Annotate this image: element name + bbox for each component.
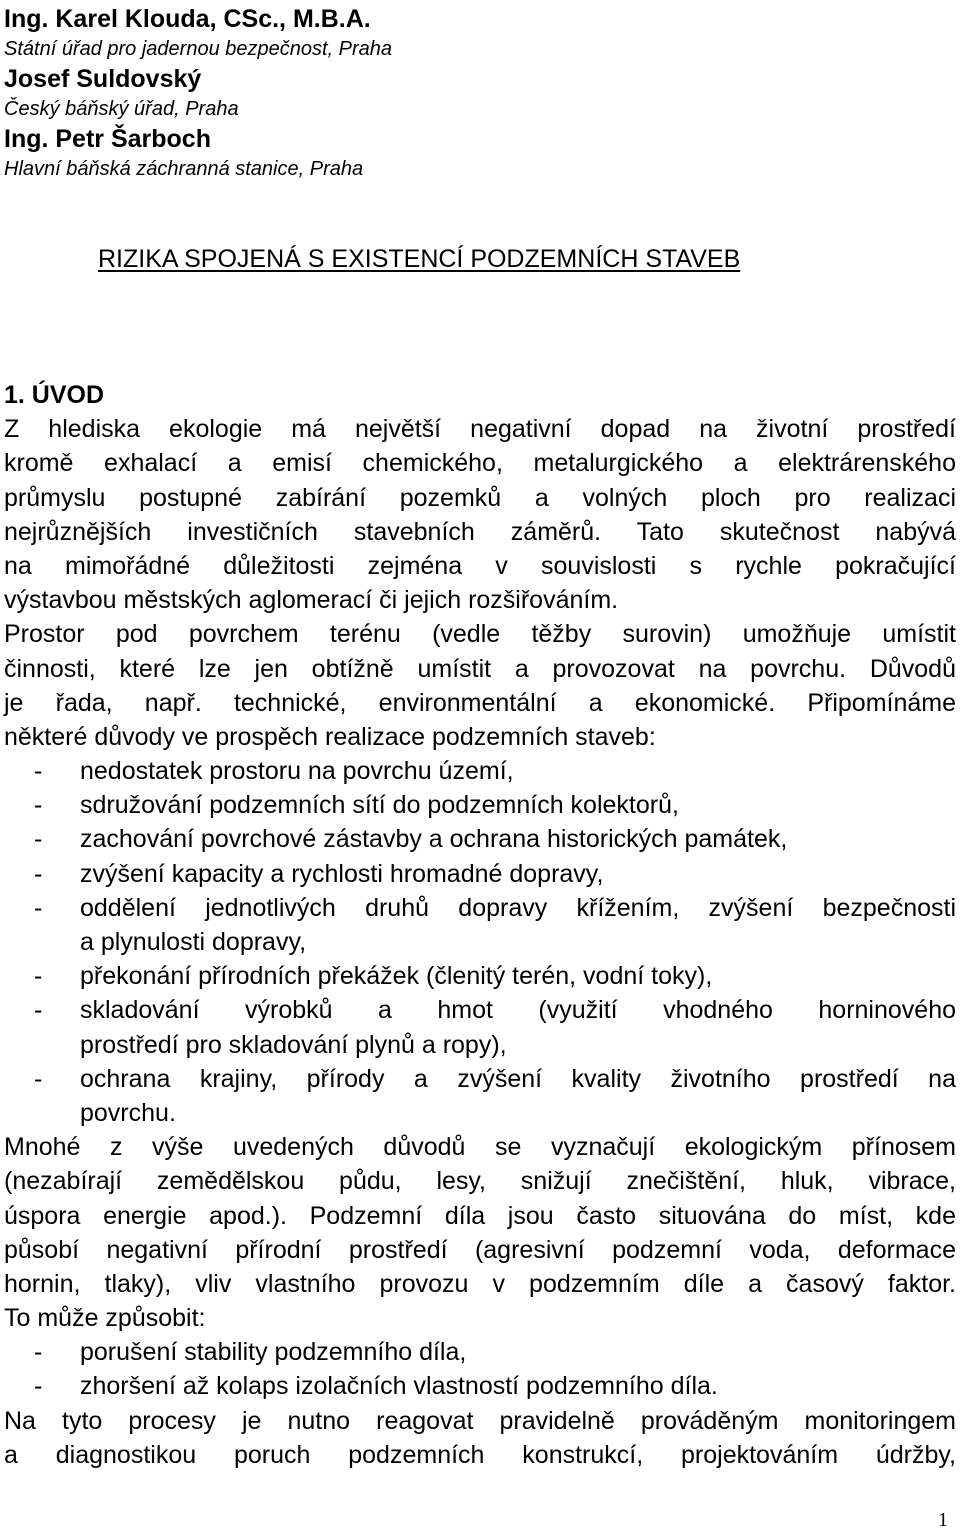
paragraph-line: Prostor pod povrchem terénu (vedle těžby surovin) umožňuje umístit: [4, 620, 956, 649]
list-dash: -: [34, 996, 43, 1025]
list-dash: -: [34, 859, 43, 888]
paragraph-line: Mnohé z výše uvedených důvodů se vyznačují ekologickým přínosem: [4, 1133, 956, 1162]
paragraph-line: nejrůznějších investičních stavebních záměrů. Tato skutečnost nabývá: [4, 517, 956, 546]
paragraph-line: je řada, např. technické, environmentální a ekonomické. Připomínáme: [4, 688, 956, 717]
list-item-text: skladování výrobků a hmot (využití vhodného horninového: [80, 996, 956, 1025]
author-affiliation: Český báňský úřad, Praha: [4, 98, 239, 120]
paragraph-line: Na tyto procesy je nutno reagovat pravidelně prováděným monitoringem: [4, 1406, 956, 1435]
list-item-text: zachování povrchové zástavby a ochrana historických památek,: [80, 825, 788, 854]
list-item-continuation: a plynulosti dopravy,: [80, 928, 307, 956]
list-item-continuation: povrchu.: [80, 1098, 176, 1127]
list-item-text: oddělení jednotlivých druhů dopravy křížením, zvýšení bezpečnosti: [80, 893, 956, 922]
paragraph-line: působí negativní přírodní prostředí (agresivní podzemní voda, deformace: [4, 1235, 956, 1264]
paragraph-line: a diagnostikou poruch podzemních konstrukcí, projektováním údržby,: [4, 1440, 956, 1469]
list-dash: -: [34, 1064, 43, 1093]
list-dash: -: [34, 962, 43, 991]
paragraph-line: výstavbou městských aglomerací či jejich rozšiřováním.: [4, 586, 619, 615]
list-item: [4, 959, 956, 993]
paragraph-line: Z hlediska ekologie má největší negativní dopad na životní prostředí: [4, 415, 956, 444]
list-dash: -: [34, 791, 43, 820]
author-name: Ing. Petr Šarboch: [4, 125, 211, 153]
list-item-text: ochrana krajiny, přírody a zvýšení kvality životního prostředí na: [80, 1064, 956, 1093]
paragraph-line: (nezabírají zemědělskou půdu, lesy, snižují znečištění, hluk, vibrace,: [4, 1167, 956, 1196]
list-dash: -: [34, 1372, 43, 1401]
list-dash: -: [34, 893, 43, 922]
paragraph-line: činnosti, které lze jen obtížně umístit a provozovat na povrchu. Důvodů: [4, 654, 956, 683]
list-item: [4, 822, 956, 856]
paragraph-line: kromě exhalací a emisí chemického, metalurgického a elektrárenského: [4, 449, 956, 478]
list-item-continuation: prostředí pro skladování plynů a ropy),: [80, 1030, 507, 1059]
document-body: [4, 378, 956, 1472]
author-affiliation: Státní úřad pro jadernou bezpečnost, Praha: [4, 38, 393, 60]
paragraph-line: hornin, tlaky), vliv vlastního provozu v podzemním díle a časový faktor.: [4, 1269, 956, 1298]
paragraph-line: některé důvody ve prospěch realizace podzemních staveb:: [4, 722, 656, 751]
paragraph-line: úspora energie apod.). Podzemní díla jsou často situována do míst, kde: [4, 1201, 956, 1230]
paragraph-line: na mimořádné důležitosti zejména v souvislosti s rychle pokračující: [4, 551, 956, 580]
document-title: RIZIKA SPOJENÁ S EXISTENCÍ PODZEMNÍCH STAVEB: [98, 245, 741, 273]
list-dash: -: [34, 757, 43, 786]
author-name: Ing. Karel Klouda, CSc., M.B.A.: [4, 5, 371, 33]
list-item: [4, 993, 956, 1027]
list-item: [4, 754, 956, 788]
list-item-text: zvýšení kapacity a rychlosti hromadné dopravy,: [80, 859, 604, 888]
list-item: [4, 1369, 956, 1403]
list-item-text: překonání přírodních překážek (členitý terén, vodní toky),: [80, 962, 713, 991]
author-affiliation: Hlavní báňská záchranná stanice, Praha: [4, 158, 364, 180]
paragraph-line: průmyslu postupné zabírání pozemků a volných ploch pro realizaci: [4, 483, 956, 512]
author-block: [4, 4, 392, 184]
list-item-text: sdružování podzemních sítí do podzemních kolektorů,: [80, 791, 679, 820]
page-number: 1: [938, 1509, 948, 1531]
list-item: [4, 1335, 956, 1369]
list-item: [4, 891, 956, 925]
section-heading: 1. ÚVOD: [4, 381, 105, 409]
list-item: [4, 857, 956, 891]
paragraph-line: To může způsobit:: [4, 1304, 206, 1333]
list-item-text: zhoršení až kolaps izolačních vlastností podzemního díla.: [80, 1372, 718, 1401]
list-dash: -: [34, 825, 43, 854]
list-item-text: porušení stability podzemního díla,: [80, 1338, 467, 1367]
list-item-text: nedostatek prostoru na povrchu území,: [80, 757, 514, 786]
author-name: Josef Suldovský: [4, 65, 202, 93]
list-dash: -: [34, 1338, 43, 1367]
list-item: [4, 788, 956, 822]
list-item: [4, 1062, 956, 1096]
